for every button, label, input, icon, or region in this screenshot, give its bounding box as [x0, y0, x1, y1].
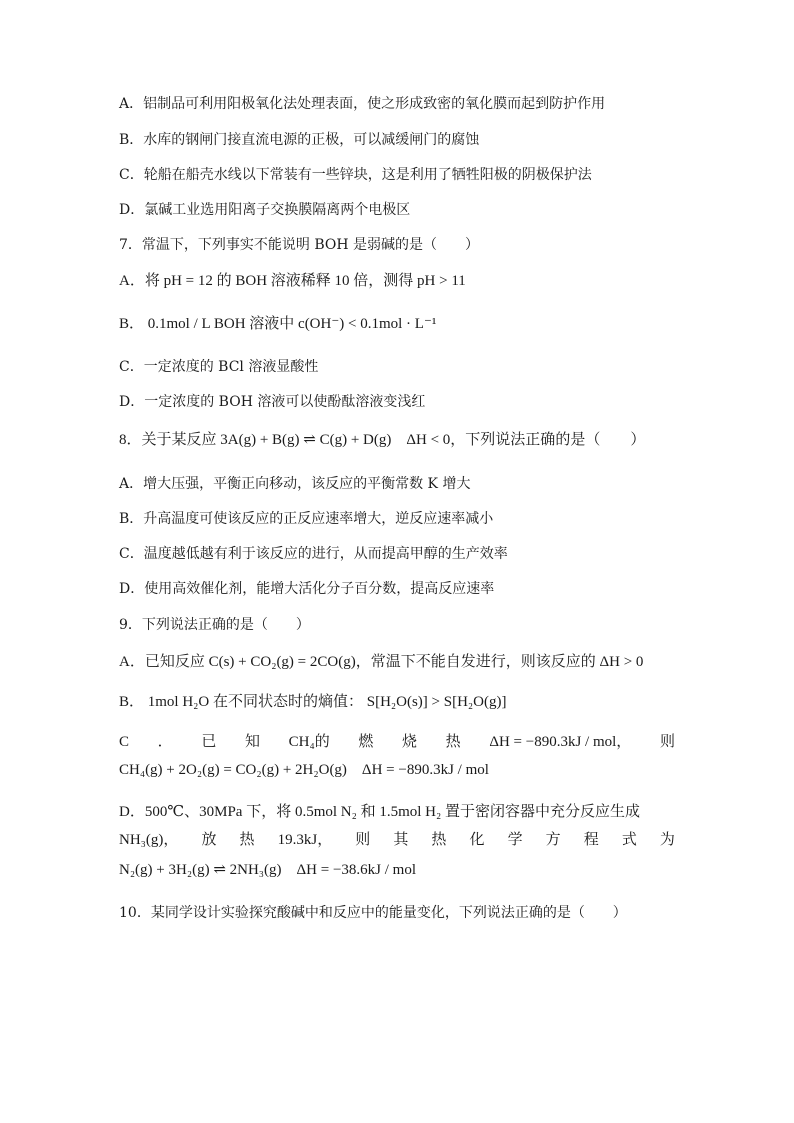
q9-d-word: 式 [621, 832, 637, 848]
q10-stem: 10．某同学设计实验探究酸碱中和反应中的能量变化，下列说法正确的是（ ） [119, 905, 627, 921]
q9-c-word: 热 [445, 734, 461, 750]
q9-d-word: 化 [469, 832, 485, 848]
q9-option-a: A．已知反应 C(s) + CO₂(g) = 2CO(g)，常温下不能自发进行，则该反应的 ΔH > 0 [119, 654, 644, 670]
q9-option-d-line3: N₂(g) + 3H₂(g) ⇌ 2NH₃(g) ΔH = −38.6kJ / mol [119, 862, 417, 878]
q9-d-word: 热 [431, 832, 447, 848]
q9-stem: 9．下列说法正确的是（ ） [119, 617, 310, 633]
q7-option-c: C．一定浓度的 BCl 溶液显酸性 [119, 359, 319, 375]
q9-d-word: 19.3kJ， [277, 832, 333, 848]
q9-c-word: C [119, 734, 130, 750]
q9-d-word: NH₃(g)， [119, 832, 179, 848]
q9-d-word: 程 [583, 832, 599, 848]
q8-option-d: D．使用高效催化剂，能增大活化分子百分数，提高反应速率 [119, 581, 495, 597]
q8-stem: 8．关于某反应 3A(g) + B(g) ⇌ C(g) + D(g) ΔH < 0，下列说法正确的是（ ） [119, 432, 646, 448]
q7-stem: 7．常温下，下列事实不能说明 BOH 是弱碱的是（ ） [119, 237, 480, 253]
q9-option-b: B． 1mol H₂O 在不同状态时的熵值： S[H₂O(s)] > S[H₂O(g)] [119, 694, 507, 710]
q9-d-word: 方 [545, 832, 561, 848]
q8-option-b: B．升高温度可使该反应的正反应速率增大，逆反应速率减小 [119, 511, 494, 527]
q9-option-c-line1 [119, 732, 675, 752]
q9-c-word: CH₄的 [288, 734, 330, 750]
q7-option-b: B． 0.1mol / L BOH 溶液中 c(OH⁻) < 0.1mol · L⁻¹ [119, 316, 437, 332]
q9-option-d-line2 [119, 830, 675, 850]
q9-c-word: 燃 [358, 734, 374, 750]
q9-d-word: 则 [355, 832, 371, 848]
q9-option-d-line1: D．500℃、30MPa 下，将 0.5mol N₂ 和 1.5mol H₂ 置于密闭容器中充分反应生成 [119, 804, 640, 820]
q9-option-c-line2: CH₄(g) + 2O₂(g) = CO₂(g) + 2H₂O(g) ΔH = −890.3kJ / mol [119, 762, 489, 778]
q7-option-d: D．一定浓度的 BOH 溶液可以使酚酞溶液变浅红 [119, 394, 426, 410]
q9-d-word: 为 [659, 832, 675, 848]
q9-d-word: 热 [239, 832, 255, 848]
q8-option-a: A．增大压强，平衡正向移动，该反应的平衡常数 K 增大 [119, 476, 471, 492]
q6-option-c: C．轮船在船壳水线以下常装有一些锌块，这是利用了牺牲阳极的阴极保护法 [119, 167, 592, 183]
q9-c-word: 知 [244, 734, 260, 750]
q9-c-word: 已 [201, 734, 217, 750]
q9-c-word: ΔH = −890.3kJ / mol， [489, 734, 632, 750]
q7-option-a: A．将 pH = 12 的 BOH 溶液稀释 10 倍，测得 pH > 11 [119, 273, 466, 289]
q9-d-word: 放 [201, 832, 217, 848]
q6-option-b: B．水库的钢闸门接直流电源的正极，可以减缓闸门的腐蚀 [119, 132, 480, 148]
q9-d-word: 学 [507, 832, 523, 848]
q9-c-word: 烧 [402, 734, 418, 750]
q9-c-word: ． [157, 734, 173, 750]
q6-option-d: D．氯碱工业选用阳离子交换膜隔离两个电极区 [119, 202, 411, 218]
q6-option-a: A．铝制品可利用阳极氧化法处理表面，使之形成致密的氧化膜而起到防护作用 [119, 96, 606, 112]
q8-option-c: C．温度越低越有利于该反应的进行，从而提高甲醇的生产效率 [119, 546, 508, 562]
q9-c-word: 则 [659, 734, 675, 750]
q9-d-word: 其 [393, 832, 409, 848]
